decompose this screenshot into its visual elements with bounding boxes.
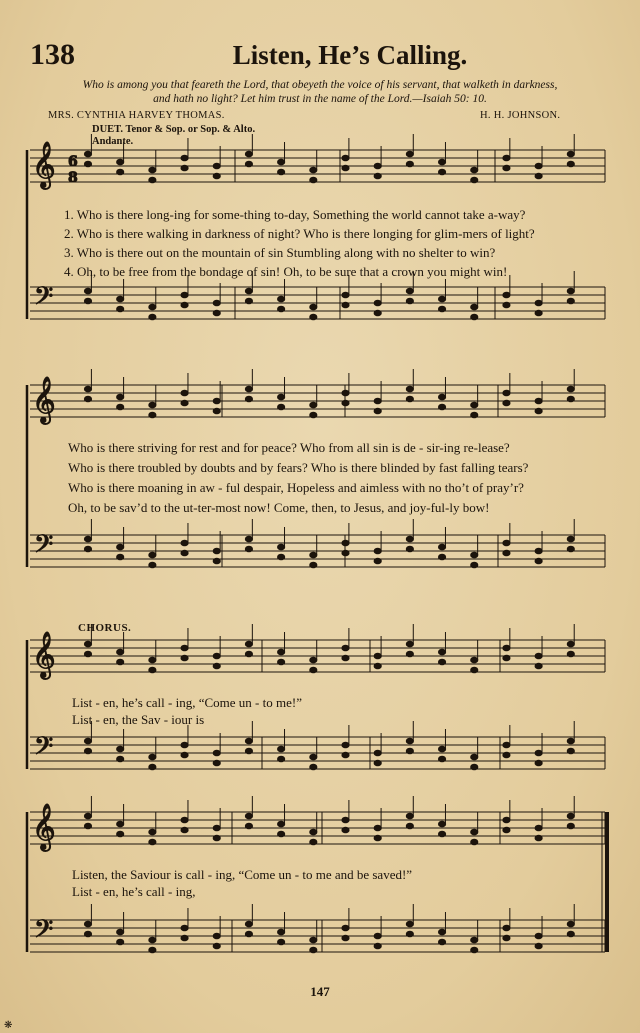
note-head xyxy=(278,756,285,762)
note-head xyxy=(181,550,188,556)
note-head xyxy=(117,746,124,752)
note-head xyxy=(213,548,220,554)
note-head xyxy=(438,306,445,312)
chorus-line-1-upper: List - en, he’s call - ing, “Come un - to me!” xyxy=(72,695,302,710)
note-head xyxy=(213,310,220,316)
note-head xyxy=(149,764,156,770)
note-head xyxy=(503,742,510,748)
note-head xyxy=(567,151,574,157)
note-head xyxy=(567,813,574,819)
note-head xyxy=(149,754,156,760)
note-head xyxy=(310,177,317,183)
note-head xyxy=(567,738,574,744)
note-head xyxy=(503,302,510,308)
note-head xyxy=(471,304,478,310)
note-head xyxy=(278,929,285,935)
note-head xyxy=(374,653,381,659)
verse-4-line-b: Oh, to be sav’d to the ut-ter-most now! Come, then, to Jesus, and joy-ful-ly bow! xyxy=(68,500,490,515)
note-head xyxy=(149,947,156,953)
note-head xyxy=(278,169,285,175)
note-head xyxy=(406,386,413,392)
note-head xyxy=(117,821,124,827)
note-head xyxy=(406,823,413,829)
chorus-line-2-lower: List - en, he’s call - ing, xyxy=(72,884,196,899)
note-head xyxy=(117,939,124,945)
note-head xyxy=(567,396,574,402)
note-head xyxy=(535,310,542,316)
note-head xyxy=(438,554,445,560)
note-head xyxy=(181,817,188,823)
note-head xyxy=(471,937,478,943)
note-head xyxy=(181,400,188,406)
note-head xyxy=(374,300,381,306)
note-head xyxy=(117,544,124,550)
note-head xyxy=(310,552,317,558)
note-head xyxy=(278,159,285,165)
voicing-instruction: DUET. Tenor & Sop. or Sop. & Alto. xyxy=(92,124,256,135)
note-head xyxy=(471,552,478,558)
note-head xyxy=(117,756,124,762)
note-head xyxy=(471,829,478,835)
note-head xyxy=(471,412,478,418)
note-head xyxy=(342,925,349,931)
note-head xyxy=(181,742,188,748)
epigraph-line-1: Who is among you that feareth the Lord, that obeyeth the voice of his servant, that walketh in darkness, xyxy=(82,79,558,91)
note-head xyxy=(406,151,413,157)
note-head xyxy=(406,738,413,744)
note-head xyxy=(503,827,510,833)
note-head xyxy=(84,641,91,647)
note-head xyxy=(438,821,445,827)
note-head xyxy=(278,831,285,837)
note-head xyxy=(278,544,285,550)
note-head xyxy=(342,935,349,941)
note-head xyxy=(213,835,220,841)
bass-clef-icon: 𝄢 xyxy=(34,915,54,950)
note-head xyxy=(503,645,510,651)
note-head xyxy=(471,839,478,845)
chorus-line-2-upper: Listen, the Saviour is call - ing, “Come un - to me and be saved!” xyxy=(72,867,413,882)
note-head xyxy=(471,167,478,173)
note-head xyxy=(567,651,574,657)
note-head xyxy=(567,921,574,927)
note-head xyxy=(503,817,510,823)
note-head xyxy=(117,159,124,165)
note-head xyxy=(567,546,574,552)
note-head xyxy=(310,667,317,673)
treble-clef-icon: 𝄞 xyxy=(32,142,56,188)
note-head xyxy=(149,304,156,310)
note-head xyxy=(471,754,478,760)
note-head xyxy=(149,402,156,408)
note-head xyxy=(567,386,574,392)
note-head xyxy=(342,292,349,298)
author-credit: MRS. CYNTHIA HARVEY THOMAS. xyxy=(48,110,225,121)
note-head xyxy=(438,831,445,837)
note-head xyxy=(149,657,156,663)
note-head xyxy=(245,738,252,744)
note-head xyxy=(471,562,478,568)
note-head xyxy=(342,817,349,823)
note-head xyxy=(245,823,252,829)
note-head xyxy=(181,292,188,298)
note-head xyxy=(245,641,252,647)
note-head xyxy=(310,167,317,173)
note-head xyxy=(84,921,91,927)
note-head xyxy=(567,931,574,937)
hymn-title: Listen, He’s Calling. xyxy=(232,40,468,70)
note-head xyxy=(149,167,156,173)
verse-3-line-a: 3. Who is there out on the mountain of sin Stumbling along with no shelter to win? xyxy=(64,245,496,260)
note-head xyxy=(342,165,349,171)
note-head xyxy=(245,748,252,754)
note-head xyxy=(84,386,91,392)
verse-1-line-a: 1. Who is there long-ing for some-thing to-day, Something the world cannot take a-way? xyxy=(64,207,526,222)
note-head xyxy=(503,935,510,941)
note-head xyxy=(213,943,220,949)
note-head xyxy=(117,929,124,935)
note-head xyxy=(342,155,349,161)
note-head xyxy=(245,536,252,542)
note-head xyxy=(406,813,413,819)
note-head xyxy=(117,306,124,312)
note-head xyxy=(406,396,413,402)
note-head xyxy=(245,161,252,167)
note-head xyxy=(535,825,542,831)
note-head xyxy=(84,651,91,657)
note-head xyxy=(374,310,381,316)
note-head xyxy=(471,657,478,663)
note-head xyxy=(438,394,445,400)
note-head xyxy=(278,649,285,655)
note-head xyxy=(438,929,445,935)
note-head xyxy=(245,396,252,402)
note-head xyxy=(535,933,542,939)
note-head xyxy=(567,161,574,167)
note-head xyxy=(535,760,542,766)
note-head xyxy=(406,641,413,647)
verse-2-line-a: 2. Who is there walking in darkness of night? Who is there longing for glim-mers of light? xyxy=(64,226,535,241)
note-head xyxy=(310,562,317,568)
note-head xyxy=(149,412,156,418)
note-head xyxy=(438,169,445,175)
note-head xyxy=(406,546,413,552)
note-head xyxy=(245,288,252,294)
note-head xyxy=(117,554,124,560)
verse-2-line-b: Who is there troubled by doubts and by fears? Who is there blinded by fast falling tears? xyxy=(68,460,529,475)
note-head xyxy=(213,558,220,564)
note-head xyxy=(438,296,445,302)
note-head xyxy=(278,404,285,410)
note-head xyxy=(438,649,445,655)
note-head xyxy=(149,937,156,943)
note-head xyxy=(245,921,252,927)
note-head xyxy=(535,408,542,414)
time-signature-bottom: 8 xyxy=(68,170,78,186)
note-head xyxy=(245,651,252,657)
note-head xyxy=(84,161,91,167)
note-head xyxy=(503,400,510,406)
note-head xyxy=(310,304,317,310)
treble-clef-icon: 𝄞 xyxy=(32,377,56,423)
bass-clef-icon: 𝄢 xyxy=(34,530,54,565)
tempo-marking: Andante. xyxy=(92,136,134,147)
note-head xyxy=(342,400,349,406)
note-head xyxy=(213,933,220,939)
note-head xyxy=(149,177,156,183)
note-head xyxy=(535,653,542,659)
note-head xyxy=(471,764,478,770)
note-head xyxy=(310,314,317,320)
note-head xyxy=(117,296,124,302)
note-head xyxy=(535,173,542,179)
note-head xyxy=(84,823,91,829)
note-head xyxy=(278,296,285,302)
note-head xyxy=(278,746,285,752)
note-head xyxy=(342,390,349,396)
note-head xyxy=(84,396,91,402)
note-head xyxy=(181,752,188,758)
note-head xyxy=(213,663,220,669)
note-head xyxy=(406,161,413,167)
note-head xyxy=(149,314,156,320)
chorus-line-1-lower: List - en, the Sav - iour is xyxy=(72,712,205,727)
note-head xyxy=(310,657,317,663)
note-head xyxy=(213,300,220,306)
note-head xyxy=(149,829,156,835)
note-head xyxy=(471,314,478,320)
note-head xyxy=(374,173,381,179)
note-head xyxy=(181,925,188,931)
note-head xyxy=(310,937,317,943)
bass-clef-icon: 𝄢 xyxy=(34,732,54,767)
note-head xyxy=(84,536,91,542)
note-head xyxy=(374,933,381,939)
chorus-label: CHORUS. xyxy=(78,622,132,634)
note-head xyxy=(471,667,478,673)
note-head xyxy=(84,151,91,157)
note-head xyxy=(342,827,349,833)
note-head xyxy=(406,931,413,937)
note-head xyxy=(374,835,381,841)
note-head xyxy=(438,659,445,665)
note-head xyxy=(342,302,349,308)
note-head xyxy=(310,839,317,845)
note-head xyxy=(278,659,285,665)
note-head xyxy=(149,552,156,558)
note-head xyxy=(213,173,220,179)
note-head xyxy=(567,748,574,754)
note-head xyxy=(374,663,381,669)
note-head xyxy=(181,302,188,308)
note-head xyxy=(503,292,510,298)
note-head xyxy=(406,921,413,927)
note-head xyxy=(245,298,252,304)
note-head xyxy=(213,408,220,414)
note-head xyxy=(374,760,381,766)
note-head xyxy=(567,823,574,829)
note-head xyxy=(213,760,220,766)
note-head xyxy=(503,165,510,171)
note-head xyxy=(181,645,188,651)
treble-clef-icon: 𝄞 xyxy=(32,632,56,678)
note-head xyxy=(567,288,574,294)
note-head xyxy=(374,558,381,564)
note-head xyxy=(471,402,478,408)
note-head xyxy=(374,398,381,404)
note-head xyxy=(310,412,317,418)
note-head xyxy=(535,835,542,841)
note-head xyxy=(503,540,510,546)
note-head xyxy=(438,746,445,752)
note-head xyxy=(374,825,381,831)
note-head xyxy=(374,943,381,949)
note-head xyxy=(84,288,91,294)
note-head xyxy=(374,548,381,554)
note-head xyxy=(342,540,349,546)
epigraph-line-2: and hath no light? Let him trust in the name of the Lord.—Isaiah 50: 10. xyxy=(153,93,487,105)
note-head xyxy=(84,813,91,819)
note-head xyxy=(310,402,317,408)
note-head xyxy=(406,748,413,754)
note-head xyxy=(503,550,510,556)
note-head xyxy=(117,394,124,400)
note-head xyxy=(503,655,510,661)
note-head xyxy=(181,540,188,546)
note-head xyxy=(117,659,124,665)
note-head xyxy=(149,562,156,568)
note-head xyxy=(471,177,478,183)
note-head xyxy=(213,750,220,756)
note-head xyxy=(406,651,413,657)
note-head xyxy=(406,298,413,304)
note-head xyxy=(245,813,252,819)
note-head xyxy=(84,738,91,744)
note-head xyxy=(84,298,91,304)
bass-clef-icon: 𝄢 xyxy=(34,282,54,317)
note-head xyxy=(181,935,188,941)
note-head xyxy=(181,827,188,833)
note-head xyxy=(278,394,285,400)
verse-4-line-a: 4. Oh, to be free from the bondage of sin! Oh, to be sure that a crown you might win! xyxy=(64,264,508,279)
note-head xyxy=(117,649,124,655)
note-head xyxy=(278,306,285,312)
note-head xyxy=(567,536,574,542)
note-head xyxy=(406,536,413,542)
note-head xyxy=(567,298,574,304)
note-head xyxy=(503,390,510,396)
note-head xyxy=(374,408,381,414)
note-head xyxy=(406,288,413,294)
note-head xyxy=(117,831,124,837)
note-head xyxy=(149,839,156,845)
note-head xyxy=(149,667,156,673)
note-head xyxy=(278,554,285,560)
note-head xyxy=(535,943,542,949)
composer-credit: H. H. JOHNSON. xyxy=(480,110,561,121)
note-head xyxy=(245,931,252,937)
note-head xyxy=(535,750,542,756)
note-head xyxy=(310,829,317,835)
note-head xyxy=(181,655,188,661)
note-head xyxy=(438,159,445,165)
note-head xyxy=(84,931,91,937)
note-head xyxy=(181,165,188,171)
note-head xyxy=(181,155,188,161)
note-head xyxy=(535,398,542,404)
note-head xyxy=(535,663,542,669)
note-head xyxy=(535,558,542,564)
note-head xyxy=(342,655,349,661)
note-head xyxy=(374,750,381,756)
corner-ornament: ❋ xyxy=(4,1020,13,1031)
verse-1-line-b: Who is there striving for rest and for peace? Who from all sin is de - sir-ing re-lease? xyxy=(68,440,510,455)
note-head xyxy=(342,742,349,748)
note-head xyxy=(503,925,510,931)
note-head xyxy=(535,163,542,169)
note-head xyxy=(278,939,285,945)
note-head xyxy=(245,151,252,157)
note-head xyxy=(503,155,510,161)
note-head xyxy=(310,754,317,760)
note-head xyxy=(535,300,542,306)
note-head xyxy=(342,645,349,651)
hymn-number: 138 xyxy=(30,38,75,71)
note-head xyxy=(181,390,188,396)
note-head xyxy=(213,825,220,831)
note-head xyxy=(117,169,124,175)
note-head xyxy=(342,550,349,556)
note-head xyxy=(278,821,285,827)
note-head xyxy=(117,404,124,410)
note-head xyxy=(213,163,220,169)
note-head xyxy=(567,641,574,647)
note-head xyxy=(535,548,542,554)
note-head xyxy=(245,546,252,552)
note-head xyxy=(471,947,478,953)
note-head xyxy=(245,386,252,392)
note-head xyxy=(438,939,445,945)
treble-clef-icon: 𝄞 xyxy=(32,804,56,850)
note-head xyxy=(438,756,445,762)
note-head xyxy=(213,653,220,659)
note-head xyxy=(310,764,317,770)
note-head xyxy=(213,398,220,404)
time-signature-top: 6 xyxy=(68,154,78,170)
note-head xyxy=(342,752,349,758)
note-head xyxy=(310,947,317,953)
note-head xyxy=(84,546,91,552)
note-head xyxy=(503,752,510,758)
note-head xyxy=(374,163,381,169)
note-head xyxy=(84,748,91,754)
page-number: 147 xyxy=(310,984,330,999)
note-head xyxy=(438,404,445,410)
verse-3-line-b: Who is there moaning in aw - ful despair, Hopeless and aimless with no tho’t of pray’r? xyxy=(68,480,524,495)
note-head xyxy=(438,544,445,550)
